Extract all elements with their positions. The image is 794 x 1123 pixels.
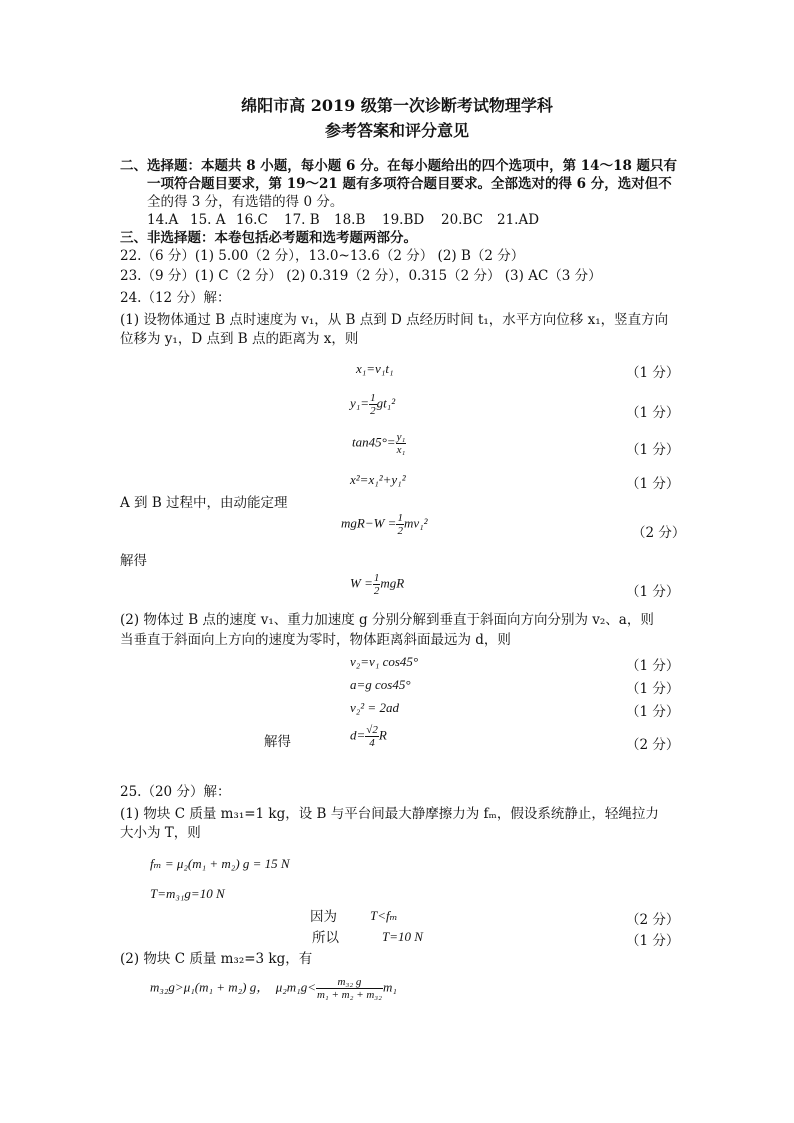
section-3-heading: 三、非选择题：本卷包括必考题和选考题两部分。 (120, 230, 417, 246)
q24-part2-line1: (2) 物体过 B 点的速度 v₁、重力加速度 g 分别分解到垂直于斜面向方向分别为 v₂、a，则 (120, 612, 654, 628)
q24-equation-4: x²=x₁²+y₁² (350, 472, 406, 487)
section-2-line3: 全的得 3 分，有选错的得 0 分。 (147, 194, 344, 210)
score-5: （2 分） (632, 525, 686, 541)
q24-jiede-label: 解得 (120, 553, 147, 569)
q25-part2: (2) 物块 C 质量 m₃₂=3 kg，有 (120, 951, 313, 967)
q25-part1-line2: 大小为 T，则 (120, 825, 201, 841)
q23-answer: 23.（9 分）(1) C（2 分） (2) 0.319（2 分），0.315（2 分） (3) AC（3 分） (120, 268, 602, 284)
q24-equation-2: y₁= $\frac{1}{2}$ gt₁² (350, 392, 396, 417)
score-2: （1 分） (626, 405, 680, 421)
q25-equation-4: T=10 N (382, 929, 423, 944)
q24-part1-line2: 位移为 y₁，D 点到 B 点的距离为 x，则 (120, 331, 359, 347)
q24-equation-9: v₂² = 2ad (350, 700, 399, 715)
q25-equation-3: T<fₘ (370, 908, 398, 923)
answer-16: 16.C (236, 212, 268, 228)
q24-equation-8: a=g cos45° (350, 677, 411, 692)
q24-heading: 24.（12 分）解： (120, 290, 231, 306)
page-title: 绵阳市高 2019 级第一次诊断考试物理学科 (241, 96, 553, 115)
q24-equation-7: v₂=v₁ cos45° (350, 654, 419, 669)
answer-19: 19.BD (382, 212, 425, 228)
score-4: （1 分） (626, 476, 680, 492)
q24-equation-3: tan45°= $\frac{\text{y₁}}{\text{x₁}}$ (352, 431, 406, 456)
score-3: （1 分） (626, 442, 680, 458)
q24-part1-line1: (1) 设物体通过 B 点时速度为 v₁，从 B 点到 D 点经历时间 t₁，水平方向位移 x₁，竖直方向 (120, 312, 669, 328)
answer-14: 14.A (147, 212, 179, 228)
q24-equation-5: mgR−W = $\frac{1}{2}$ mv₁² (341, 512, 428, 537)
score-9: （1 分） (626, 704, 680, 720)
q24-part2-line2: 当垂直于斜面向上方向的速度为零时，物体距离斜面最远为 d，则 (120, 632, 511, 648)
q25-equation-1: fₘ = μ₂(m₁ + m₂) g = 15 N (150, 856, 290, 871)
score-8: （1 分） (626, 681, 680, 697)
q25-yinwei-label: 因为 (310, 909, 337, 925)
score-7: （1 分） (626, 658, 680, 674)
answer-15: 15. A (190, 212, 226, 228)
q24-equation-10: d= $\frac{√2}{4}$ R (350, 724, 387, 749)
section-2-line1: 二、选择题：本题共 8 小题，每小题 6 分。在每小题给出的四个选项中，第 14～18 题只有 (120, 158, 678, 174)
q24-ab-text: A 到 B 过程中，由动能定理 (120, 495, 288, 511)
score-1: （1 分） (626, 365, 680, 381)
score-10: （2 分） (626, 737, 680, 753)
q25-equation-5: m₃₂g>μ₁(m₁ + m₂) g， μ₂m₁g< $\frac{\text{m₃₂ g}}{\text{m₁ + m₂ + m₃₂}}$ m₁ (150, 976, 397, 1001)
q22-answer: 22.（6 分）(1) 5.00（2 分），13.0~13.6（2 分） (2) B（2 分） (120, 248, 525, 264)
page-subtitle: 参考答案和评分意见 (324, 121, 469, 140)
q24-equation-6: W = $\frac{1}{2}$ mgR (350, 572, 405, 597)
score-6: （1 分） (626, 584, 680, 600)
score-12: （1 分） (626, 933, 680, 949)
q24-jiede2-label: 解得 (264, 734, 291, 750)
answer-17: 17. B (284, 212, 320, 228)
answer-20: 20.BC (441, 212, 483, 228)
q25-suoyi-label: 所以 (312, 930, 339, 946)
answer-18: 18.B (334, 212, 366, 228)
answer-21: 21.AD (497, 212, 540, 228)
q24-equation-1: x₁=v₁t₁ (356, 361, 394, 376)
q25-heading: 25.（20 分）解： (120, 784, 231, 800)
section-2-line2: 一项符合题目要求，第 19～21 题有多项符合题目要求。全部选对的得 6 分，选对但不 (147, 176, 672, 192)
q25-part1-line1: (1) 物块 C 质量 m₃₁=1 kg，设 B 与平台间最大静摩擦力为 fₘ，假设系统静止，轻绳拉力 (120, 806, 659, 822)
q25-equation-2: T=m₃₁g=10 N (150, 886, 225, 901)
score-11: （2 分） (626, 912, 680, 928)
